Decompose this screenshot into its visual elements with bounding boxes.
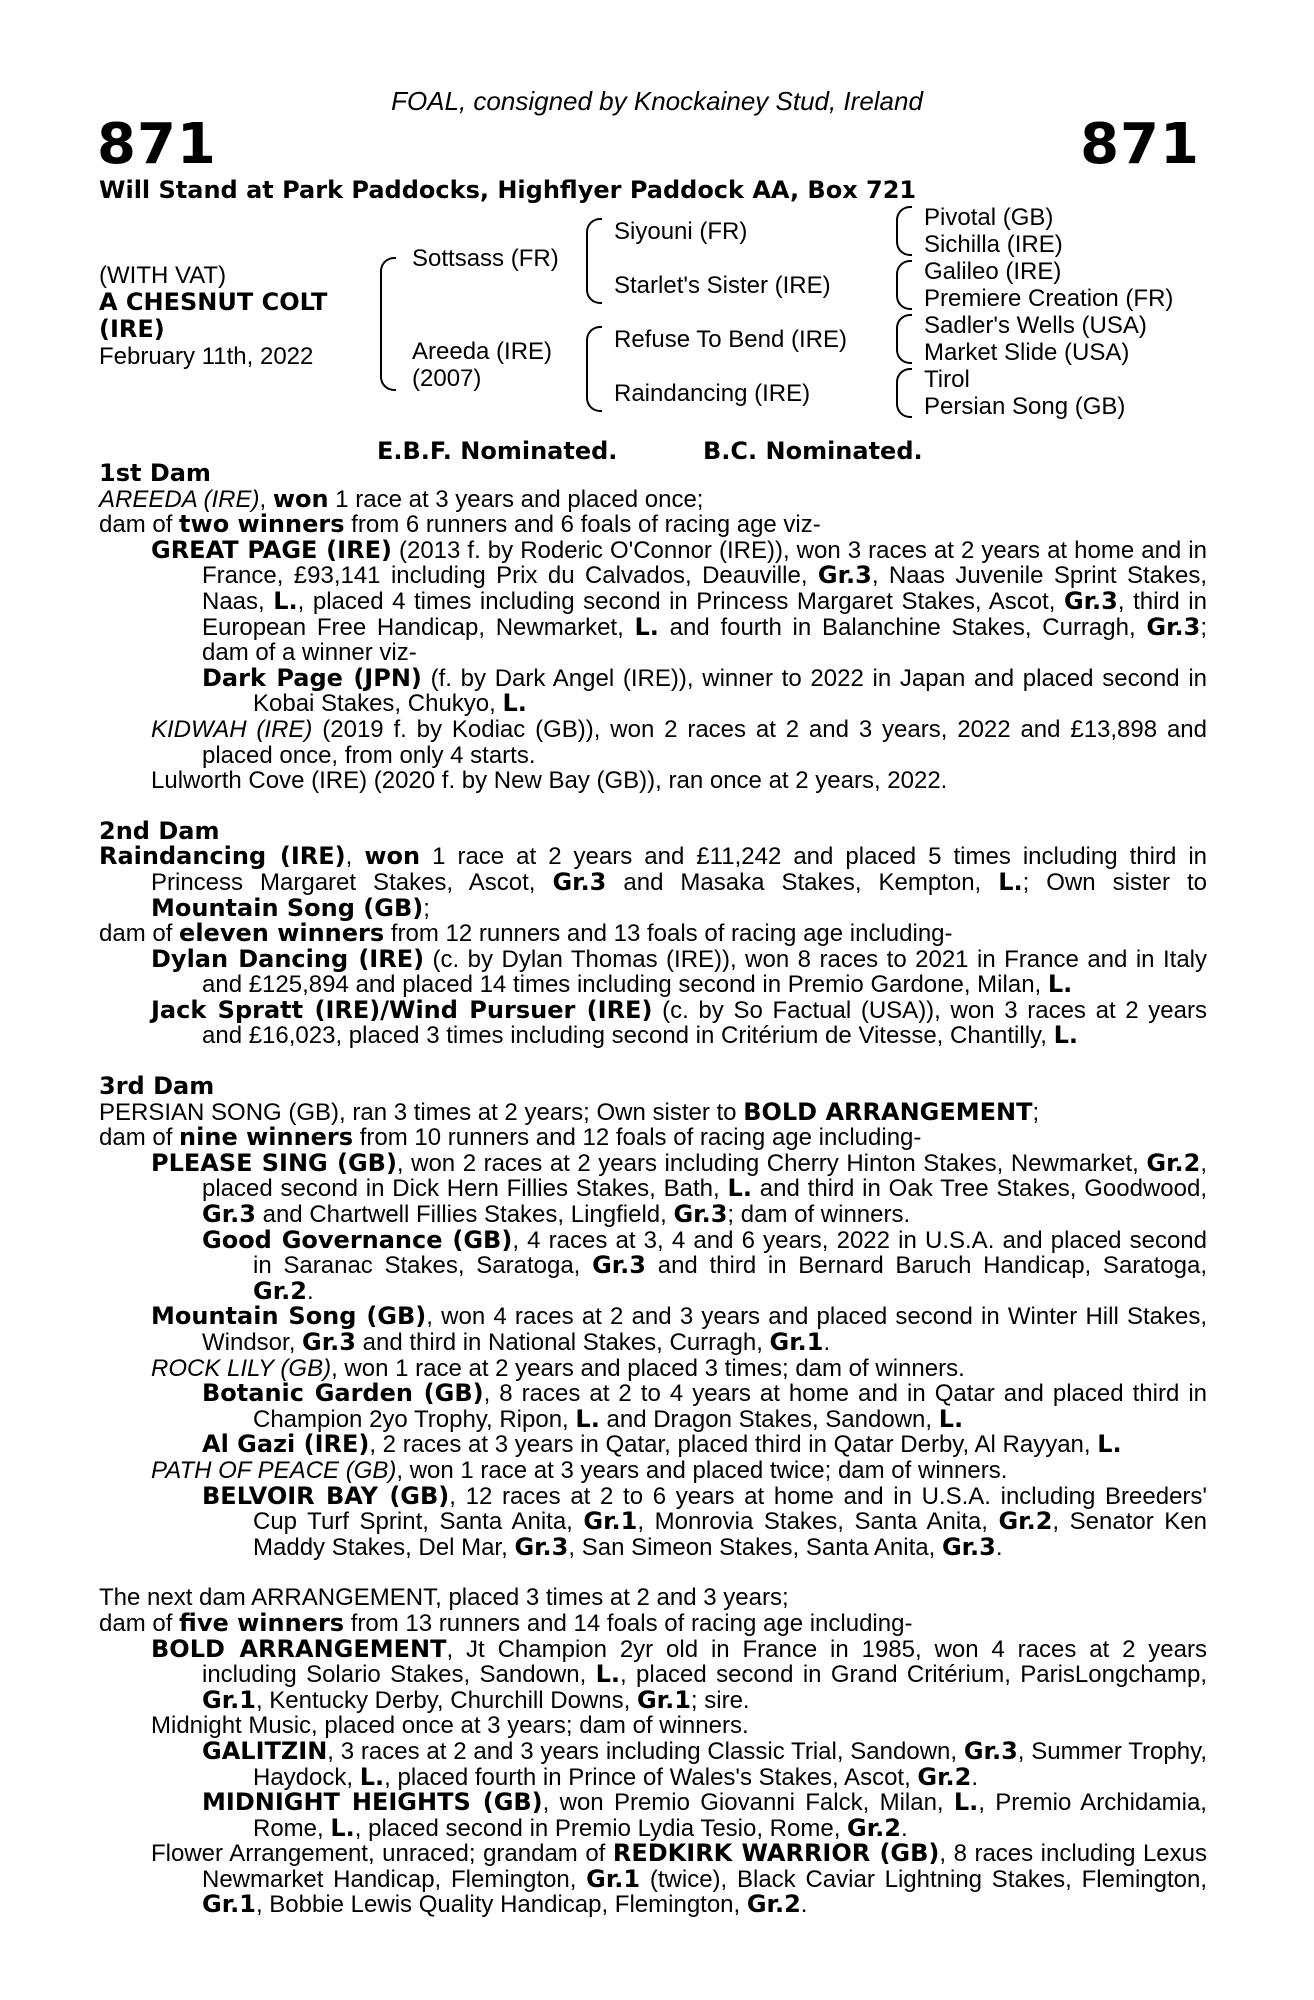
pedigree-ssd: Sichilla (IRE) (924, 231, 1063, 258)
paragraph: Jack Spratt (IRE)/Wind Pursuer (IRE) (c. by So Factual (USA)), won 3 races at 2 years and £16,023, placed 3 times including second in Critérium de Vitesse, Chantilly, L. (151, 995, 1207, 1050)
paragraph: Raindancing (IRE), won 1 race at 2 years and £11,242 and placed 5 times including third in Princess Margaret Stakes, Ascot, Gr.3 and Masaka Stakes, Kempton, L.; Own sister to Mountain Song (GB); (99, 842, 1207, 922)
pedigree-dss: Sadler's Wells (USA) (924, 312, 1147, 339)
pedigree-dsd: Market Slide (USA) (924, 339, 1130, 366)
section-heading-3rd-dam: 3rd Dam (99, 1072, 215, 1101)
paragraph: PERSIAN SONG (GB), ran 3 times at 2 years; Own sister to BOLD ARRANGEMENT; (99, 1097, 1040, 1126)
pedigree-brace-main (380, 257, 396, 391)
bc-nomination: B.C. Nominated. (703, 437, 923, 465)
pedigree-dam: Areeda (IRE) (412, 338, 553, 365)
paragraph: GALITZIN, 3 races at 2 and 3 years including Classic Trial, Sandown, Gr.3, Summer Trophy, Haydock, L., placed fourth in Prince of Wales's Stakes, Ascot, Gr.2. (202, 1736, 1207, 1791)
paragraph: ROCK LILY (GB), won 1 race at 2 years and placed 3 times; dam of winners. (151, 1354, 965, 1382)
paragraph: KIDWAH (IRE) (2019 f. by Kodiac (GB)), won 2 races at 2 and 3 years, 2022 and £13,898 and placed once, from only 4 starts. (151, 715, 1207, 769)
pedigree-ddd: Persian Song (GB) (924, 393, 1126, 420)
pedigree-sire-sire: Siyouni (FR) (614, 218, 748, 245)
catalogue-body (99, 461, 1207, 1918)
pedigree-dam-year: (2007) (412, 365, 482, 392)
paragraph: PLEASE SING (GB), won 2 races at 2 years including Cherry Hinton Stakes, Newmarket, Gr.2, placed second in Dick Hern Fillies Stakes, Bath, L. and third in Oak Tree Stakes, Goodwood, Gr.3 and Chartwell Fillies Stakes, Lingfield, Gr.3; dam of winners. (151, 1148, 1208, 1229)
pedigree-brace-sire (586, 218, 602, 304)
paragraph: Dylan Dancing (IRE) (c. by Dylan Thomas (IRE)), won 8 races to 2021 in France and in Italy and £125,894 and placed 14 times including second in Premio Gardone, Milan, L. (151, 944, 1207, 999)
paragraph: MIDNIGHT HEIGHTS (GB), won Premio Giovanni Falck, Milan, L., Premio Archidamia, Rome, L., placed second in Premio Lydia Tesio, Rome, Gr.2. (202, 1788, 1207, 1842)
pedigree-brace-g3 (896, 314, 912, 364)
paragraph: BOLD ARRANGEMENT, Jt Champion 2yr old in France in 1985, won 4 races at 2 years including Solario Stakes, Sandown, L., placed second in Grand Critérium, ParisLongchamp, Gr.1, Kentucky Derby, Churchill Downs, Gr.1; sire. (151, 1634, 1207, 1714)
section-heading-1st-dam: 1st Dam (99, 459, 211, 487)
pedigree-sire-dam: Starlet's Sister (IRE) (614, 272, 831, 299)
catalogue-subtitle: FOAL, consigned by Knockainey Stud, Ireland (391, 86, 923, 116)
lot-number-left: 871 (97, 112, 217, 177)
pedigree-brace-g2 (896, 260, 912, 310)
pedigree-brace-g4 (896, 368, 912, 418)
paragraph: GREAT PAGE (IRE) (2013 f. by Roderic O'Connor (IRE)), won 3 races at 2 years at home and in France, £93,141 including Prix du Calvados, Deauville, Gr.3, Naas Juvenile Sprint Stakes, Naas, L., placed 4 times including second in Princess Margaret Stakes, Ascot, Gr.3, third in European Free Handicap, Newmarket, L. and fourth in Balanchine Stakes, Curragh, Gr.3; dam of a winner viz- (151, 535, 1207, 667)
horse-origin: (IRE) (99, 315, 165, 343)
paragraph: dam of eleven winners from 12 runners and 13 foals of racing age including- (99, 919, 953, 948)
paragraph: PATH OF PEACE (GB), won 1 race at 3 years and placed twice; dam of winners. (151, 1456, 1008, 1484)
pedigree-brace-dam (586, 326, 602, 412)
paragraph: Good Governance (GB), 4 races at 3, 4 and 6 years, 2022 in U.S.A. and placed second in Saranac Stakes, Saratoga, Gr.3 and third in Bernard Baruch Handicap, Saratoga, Gr.2. (202, 1225, 1208, 1305)
paragraph: Botanic Garden (GB), 8 races at 2 to 4 years at home and in Qatar and placed third in Champion 2yo Trophy, Ripon, L. and Dragon Stakes, Sandown, L. (202, 1379, 1207, 1433)
paragraph: AREEDA (IRE), won 1 race at 3 years and placed once; (99, 484, 704, 513)
paragraph: dam of two winners from 6 runners and 6 foals of racing age viz- (99, 510, 821, 539)
horse-identity (99, 262, 327, 370)
pedigree-dam-sire: Refuse To Bend (IRE) (614, 326, 848, 353)
paragraph: Midnight Music, placed once at 3 years; dam of winners. (151, 1712, 749, 1740)
paragraph: Flower Arrangement, unraced; grandam of REDKIRK WARRIOR (GB), 8 races including Lexus Newmarket Handicap, Flemington, Gr.1 (twice), Black Caviar Lightning Stakes, Flemington, Gr.1, Bobbie Lewis Quality Handicap, Flemington, Gr.2. (151, 1839, 1208, 1919)
pedigree-sds: Galileo (IRE) (924, 258, 1062, 285)
paragraph: Mountain Song (GB), won 4 races at 2 and 3 years and placed second in Winter Hill Stakes, Windsor, Gr.3 and third in National Stakes, Curragh, Gr.1. (151, 1302, 1208, 1356)
stabling-location: Will Stand at Park Paddocks, Highflyer Paddock AA, Box 721 (99, 176, 917, 204)
paragraph: dam of nine winners from 10 runners and 12 foals of racing age including- (99, 1123, 922, 1152)
section-heading-2nd-dam: 2nd Dam (99, 816, 220, 845)
paragraph: dam of five winners from 13 runners and 14 foals of racing age including- (99, 1608, 913, 1637)
lot-number-right: 871 (1080, 112, 1200, 177)
paragraph: Al Gazi (IRE), 2 races at 3 years in Qatar, placed third in Qatar Derby, Al Rayyan, L. (202, 1430, 1122, 1459)
pedigree-brace-g1 (896, 206, 912, 256)
pedigree-sdd: Premiere Creation (FR) (924, 285, 1174, 312)
paragraph: Lulworth Cove (IRE) (2020 f. by New Bay (GB)), ran once at 2 years, 2022. (151, 767, 948, 795)
pedigree-sire: Sottsass (FR) (412, 245, 559, 272)
foaling-date: February 11th, 2022 (99, 343, 314, 370)
paragraph: Dark Page (JPN) (f. by Dark Angel (IRE)), winner to 2022 in Japan and placed second in Kobai Stakes, Chukyo, L. (202, 663, 1208, 718)
vat-status: (WITH VAT) (99, 262, 227, 289)
ebf-nomination: E.B.F. Nominated. (377, 437, 618, 465)
pedigree-sss: Pivotal (GB) (924, 204, 1054, 231)
horse-description: A CHESNUT COLT (99, 288, 328, 316)
pedigree-dam-dam: Raindancing (IRE) (614, 380, 811, 407)
paragraph: The next dam ARRANGEMENT, placed 3 times at 2 and 3 years; (99, 1584, 789, 1612)
paragraph: BELVOIR BAY (GB), 12 races at 2 to 6 years at home and in U.S.A. including Breeders' Cup Turf Sprint, Santa Anita, Gr.1, Monrovia Stakes, Santa Anita, Gr.2, Senator Ken Maddy Stakes, Del Mar, Gr.3, San Simeon Stakes, Santa Anita, Gr.3. (202, 1481, 1208, 1561)
pedigree-dds: Tirol (924, 366, 970, 393)
